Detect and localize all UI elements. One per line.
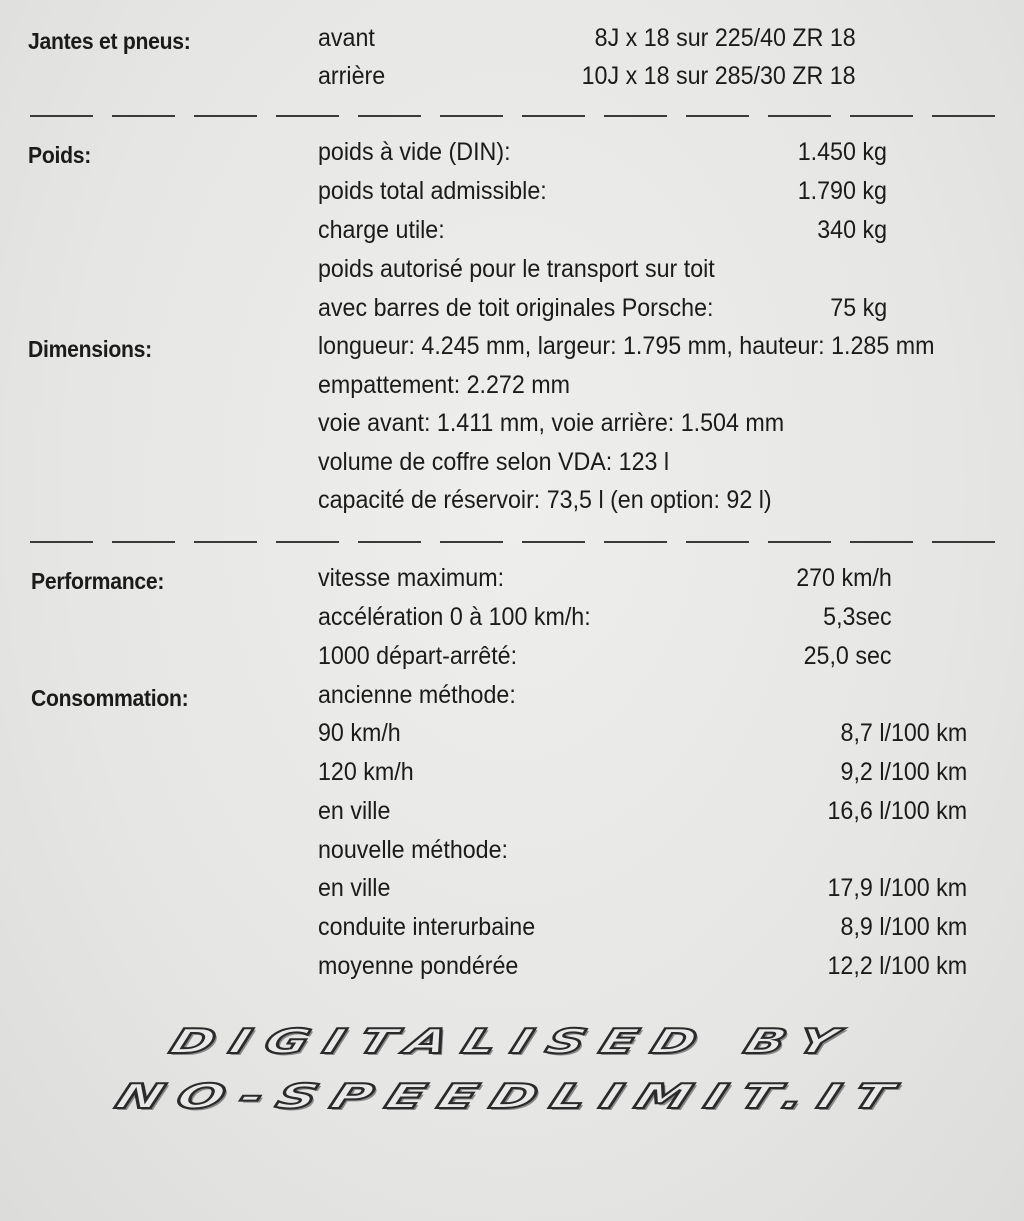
- divider-dash: [440, 115, 503, 117]
- divider-dash: [522, 541, 585, 543]
- dimensions-row-text: volume de coffre selon VDA: 123 l: [318, 448, 670, 476]
- consumption-row: [0, 717, 1024, 755]
- performance-label: Performance:: [31, 568, 165, 594]
- weight-row: [0, 214, 1024, 252]
- dashed-divider-2: [30, 541, 995, 543]
- divider-dash: [440, 541, 503, 543]
- watermark-line-1: [0, 1022, 1024, 1062]
- consumption-row: [0, 679, 1024, 717]
- wheels-label: Jantes et pneus:: [28, 28, 191, 54]
- divider-dash: [194, 541, 257, 543]
- dimensions-row-text: capacité de réservoir: 73,5 l (en option: 92 l): [318, 486, 772, 514]
- divider-dash: [358, 115, 421, 117]
- weight-row-text: poids total admissible:: [318, 177, 547, 205]
- divider-dash: [932, 115, 995, 117]
- divider-dash: [686, 115, 749, 117]
- divider-dash: [112, 541, 175, 543]
- consumption-row: [0, 834, 1024, 872]
- divider-dash: [276, 541, 339, 543]
- divider-dash: [850, 115, 913, 117]
- consumption-row-text: nouvelle méthode:: [318, 836, 509, 864]
- watermark-text-1: DIGITALISED BY: [165, 1022, 859, 1062]
- dashed-divider-1: [30, 115, 995, 117]
- consumption-row-text: ancienne méthode:: [318, 681, 516, 709]
- divider-dash: [30, 541, 93, 543]
- weight-row-value: 1.790 kg: [797, 177, 887, 205]
- weight-label: Poids:: [28, 142, 92, 168]
- consumption-label: Consommation:: [31, 685, 189, 711]
- watermark-line-2: [0, 1077, 1024, 1117]
- divider-dash: [768, 541, 831, 543]
- consumption-row-value: 8,7 l/100 km: [840, 719, 967, 747]
- consumption-row-text: conduite interurbaine: [318, 913, 536, 941]
- wheels-rear-row: [0, 60, 1024, 98]
- performance-row: [0, 640, 1024, 678]
- consumption-row-text: 90 km/h: [318, 719, 401, 747]
- wheels-rear-value: 10J x 18 sur 285/30 ZR 18: [581, 62, 856, 90]
- divider-dash: [194, 115, 257, 117]
- dimensions-row: [0, 330, 1024, 368]
- performance-row-text: vitesse maximum:: [318, 564, 505, 592]
- divider-dash: [686, 541, 749, 543]
- weight-row-text: poids autorisé pour le transport sur toit: [318, 255, 715, 283]
- weight-row: [0, 136, 1024, 174]
- consumption-row-text: 120 km/h: [318, 758, 414, 786]
- divider-dash: [604, 541, 667, 543]
- dimensions-row: [0, 484, 1024, 522]
- consumption-row-value: 8,9 l/100 km: [840, 913, 967, 941]
- consumption-row-text: moyenne pondérée: [318, 952, 519, 980]
- divider-dash: [522, 115, 585, 117]
- consumption-row-value: 12,2 l/100 km: [827, 952, 967, 980]
- weight-row-text: poids à vide (DIN):: [318, 138, 511, 166]
- performance-row-text: 1000 départ-arrêté:: [318, 642, 518, 670]
- performance-row-value: 270 km/h: [796, 564, 892, 592]
- consumption-row-text: en ville: [318, 797, 391, 825]
- wheels-front-row: [0, 22, 1024, 60]
- weight-row: [0, 253, 1024, 291]
- divider-dash: [30, 115, 93, 117]
- weight-row-text: avec barres de toit originales Porsche:: [318, 294, 714, 322]
- consumption-row-value: 9,2 l/100 km: [840, 758, 967, 786]
- performance-row-value: 5,3sec: [823, 603, 892, 631]
- weight-row: [0, 175, 1024, 213]
- performance-row: [0, 562, 1024, 600]
- wheels-front-position: avant: [318, 24, 375, 52]
- weight-row-text: charge utile:: [318, 216, 445, 244]
- divider-dash: [932, 541, 995, 543]
- dimensions-row-text: empattement: 2.272 mm: [318, 371, 571, 399]
- dimensions-row: [0, 407, 1024, 445]
- divider-dash: [112, 115, 175, 117]
- dimensions-row: [0, 446, 1024, 484]
- consumption-row: [0, 795, 1024, 833]
- consumption-row: [0, 950, 1024, 988]
- weight-row-value: 340 kg: [817, 216, 887, 244]
- dimensions-label: Dimensions:: [28, 336, 152, 362]
- consumption-row-value: 17,9 l/100 km: [827, 874, 967, 902]
- weight-row: [0, 292, 1024, 330]
- consumption-row: [0, 911, 1024, 949]
- performance-row-value: 25,0 sec: [804, 642, 892, 670]
- wheels-front-value: 8J x 18 sur 225/40 ZR 18: [594, 24, 856, 52]
- weight-row-value: 1.450 kg: [797, 138, 887, 166]
- consumption-row-value: 16,6 l/100 km: [827, 797, 967, 825]
- consumption-row: [0, 872, 1024, 910]
- divider-dash: [358, 541, 421, 543]
- divider-dash: [604, 115, 667, 117]
- wheels-rear-position: arrière: [318, 62, 386, 90]
- dimensions-row: [0, 369, 1024, 407]
- performance-row-text: accélération 0 à 100 km/h:: [318, 603, 591, 631]
- dimensions-row-text: longueur: 4.245 mm, largeur: 1.795 mm, hauteur: 1.285 mm: [318, 332, 935, 360]
- divider-dash: [850, 541, 913, 543]
- weight-row-value: 75 kg: [830, 294, 887, 322]
- divider-dash: [768, 115, 831, 117]
- divider-dash: [276, 115, 339, 117]
- consumption-row: [0, 756, 1024, 794]
- performance-row: [0, 601, 1024, 639]
- watermark-text-2: NO-SPEEDLIMIT.IT: [110, 1077, 914, 1117]
- consumption-row-text: en ville: [318, 874, 391, 902]
- dimensions-row-text: voie avant: 1.411 mm, voie arrière: 1.504 mm: [318, 409, 785, 437]
